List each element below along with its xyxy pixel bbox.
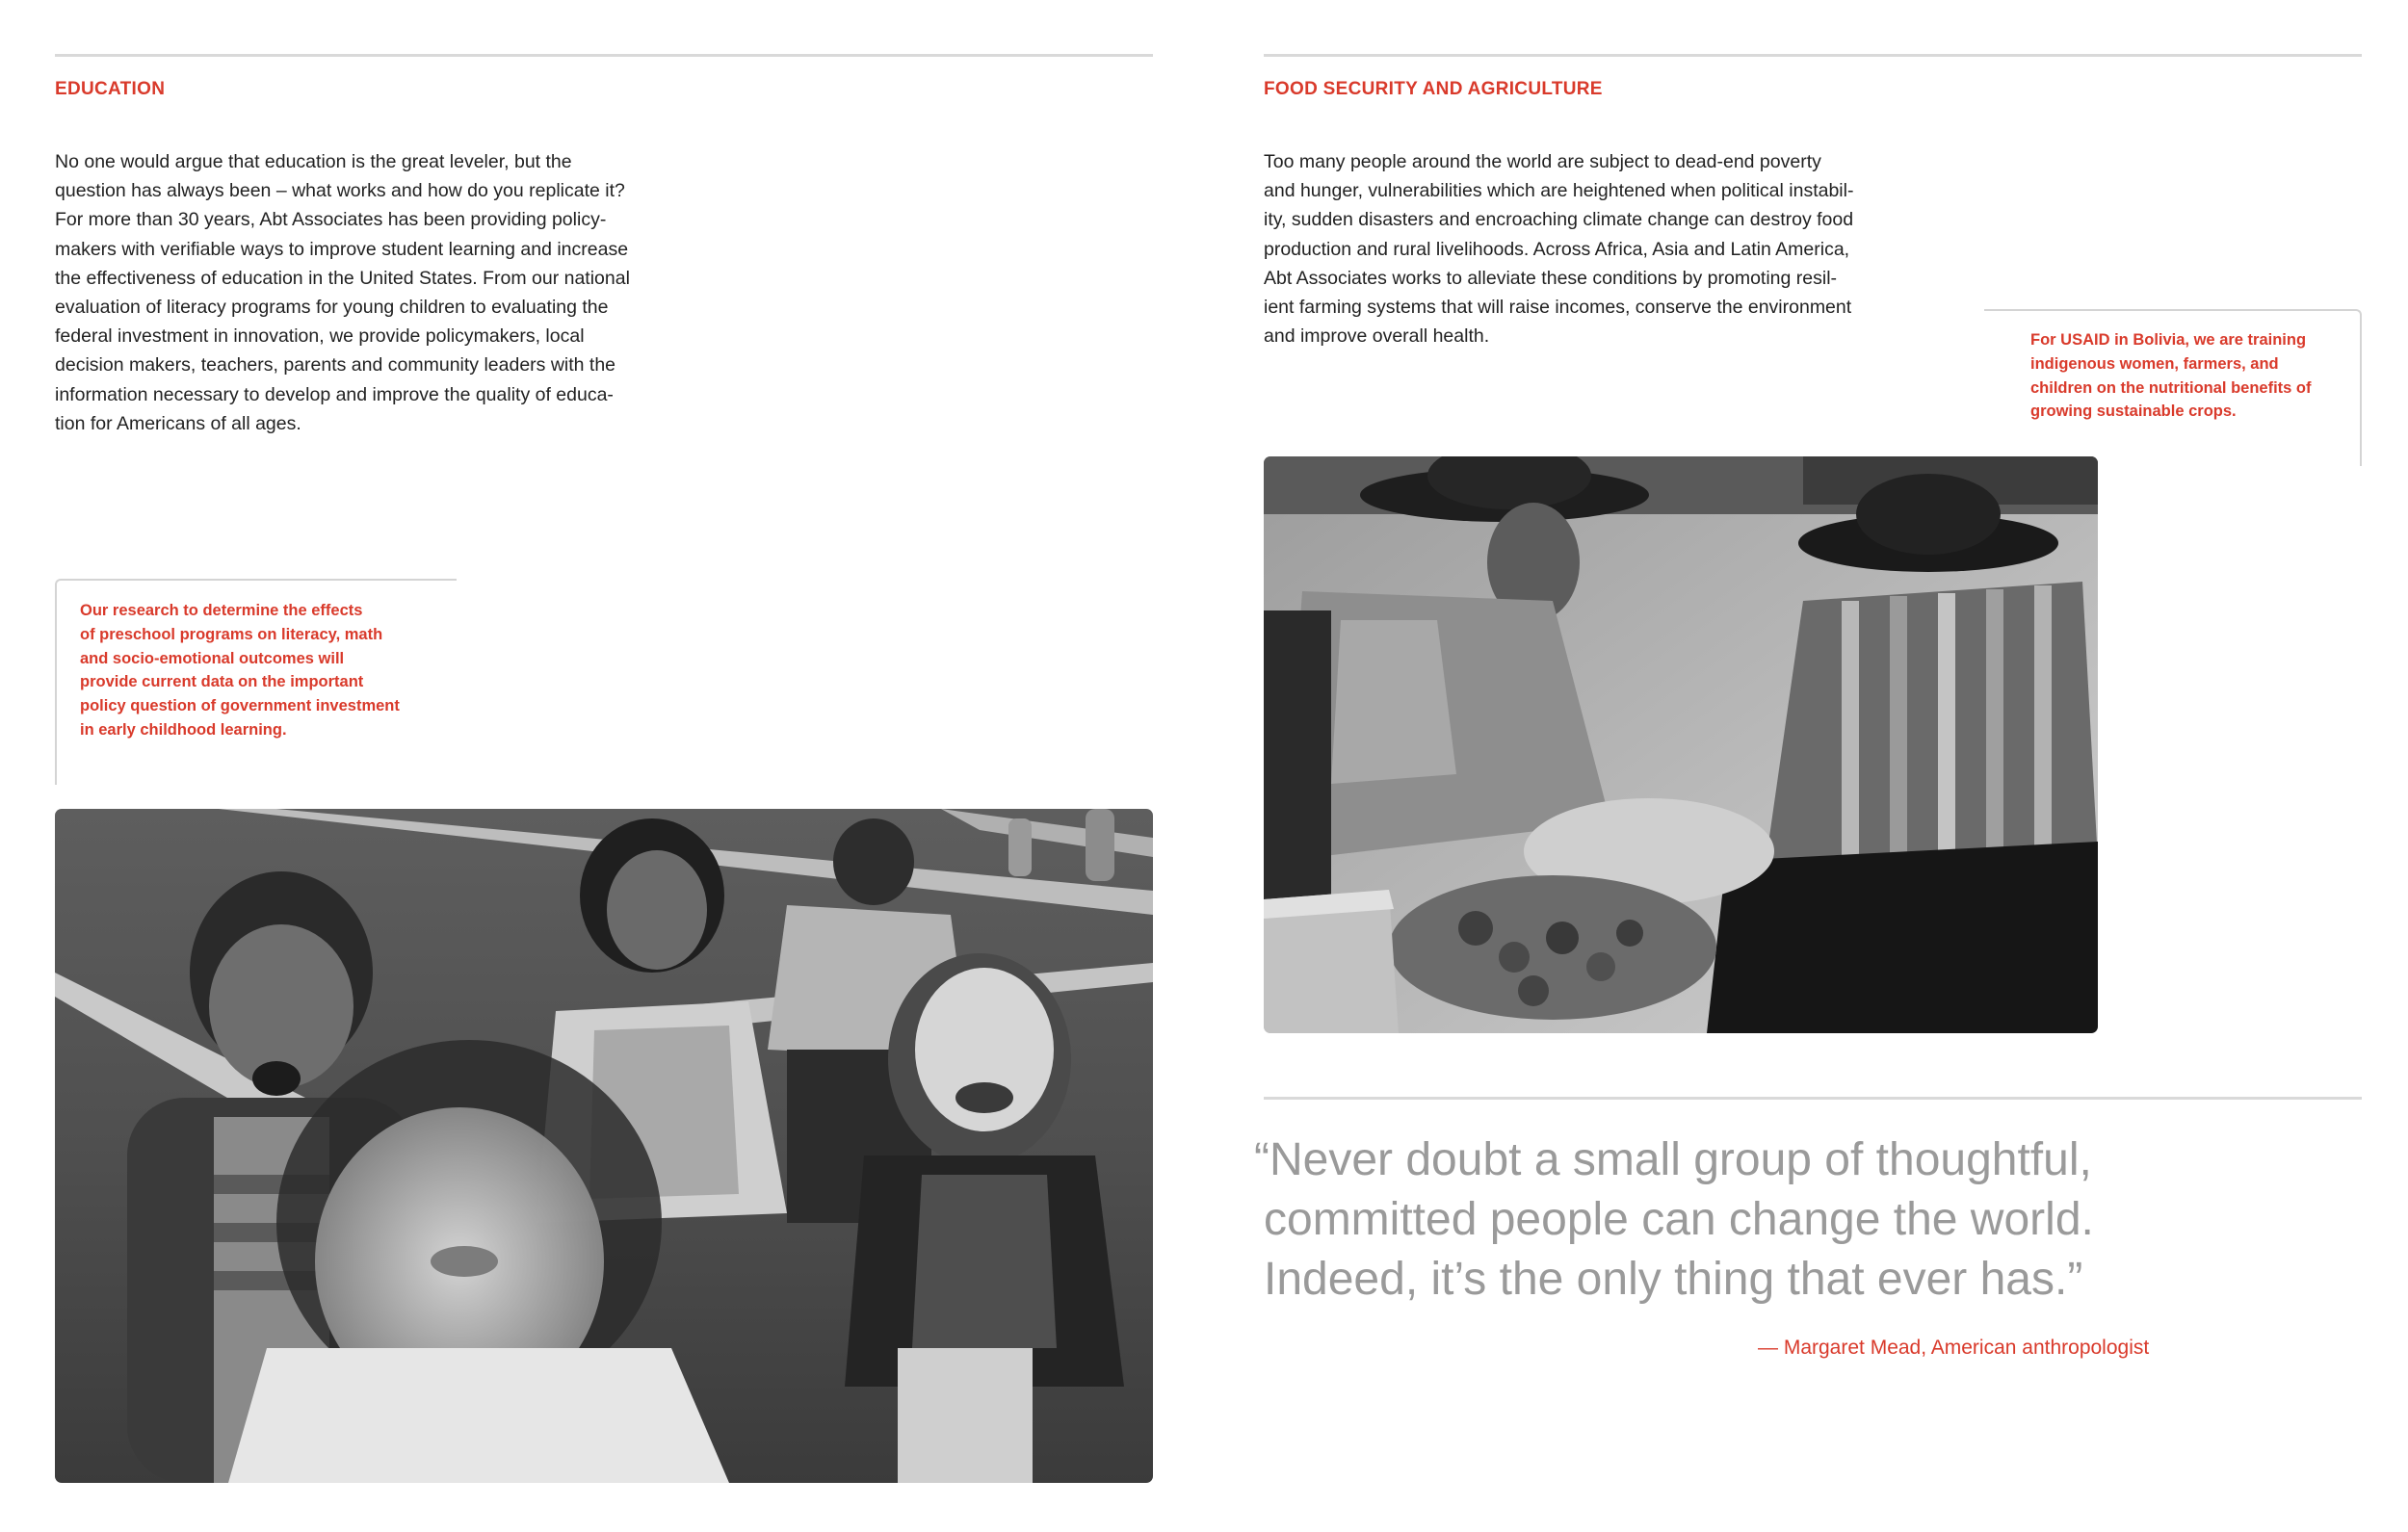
food-body-line: and improve overall health. — [1264, 325, 1490, 348]
margaret-mead-quote — [1254, 1130, 2094, 1310]
food-security-callout — [1984, 309, 2362, 466]
food-security-heading: FOOD SECURITY AND AGRICULTURE — [1264, 79, 1603, 99]
education-body-line: No one would argue that education is the great leveler, but the — [55, 151, 572, 172]
market-photo-art — [1264, 456, 2098, 1033]
left-top-rule — [55, 54, 1153, 57]
education-body-line: question has always been – what works and how do you replicate it? — [55, 180, 625, 202]
market-women-photo — [1264, 456, 2098, 1033]
education-body-line: makers with verifiable ways to improve student learning and increase — [55, 238, 629, 260]
education-callout-line: in early childhood learning. — [80, 720, 287, 739]
education-callout-line: of preschool programs on literacy, math — [80, 625, 383, 643]
children-photo-art — [55, 809, 1153, 1483]
education-body-line: information necessary to develop and improve the quality of educa- — [55, 383, 614, 405]
education-body — [55, 147, 729, 438]
education-callout-line: Our research to determine the effects — [80, 602, 363, 619]
education-callout-line: policy question of government investment — [80, 697, 400, 715]
food-callout-line: indigenous women, farmers, and — [2030, 354, 2279, 373]
food-body-line: production and rural livelihoods. Across Africa, Asia and Latin America, — [1264, 238, 1850, 260]
food-body-line: Abt Associates works to alleviate these conditions by promoting resil- — [1264, 267, 1838, 289]
food-body-line: ient farming systems that will raise incomes, conserve the environment — [1264, 297, 1852, 319]
education-body-line: the effectiveness of education in the United States. From our national — [55, 267, 630, 289]
children-running-photo — [55, 809, 1153, 1483]
education-callout-line: and socio-emotional outcomes will — [80, 649, 345, 667]
quote-attribution: — Margaret Mead, American anthropologist — [1758, 1337, 2150, 1359]
food-security-body — [1264, 147, 1938, 351]
education-body-line: tion for Americans of all ages. — [55, 412, 301, 434]
food-body-line: and hunger, vulnerabilities which are heightened when political instabil- — [1264, 180, 1854, 202]
education-heading: EDUCATION — [55, 79, 166, 99]
right-top-rule — [1264, 54, 2362, 57]
education-callout — [55, 579, 457, 785]
food-callout-line: growing sustainable crops. — [2030, 402, 2237, 421]
quote-line: “Never doubt a small group of thoughtful, — [1254, 1134, 2092, 1185]
food-body-line: ity, sudden disasters and encroaching climate change can destroy food — [1264, 209, 1854, 231]
food-callout-line: For USAID in Bolivia, we are training — [2030, 331, 2307, 349]
food-callout-line: children on the nutritional benefits of — [2030, 378, 2312, 397]
quote-divider — [1264, 1097, 2362, 1100]
education-callout-line: provide current data on the important — [80, 673, 364, 691]
education-body-line: For more than 30 years, Abt Associates has been providing policy- — [55, 209, 607, 231]
food-body-line: Too many people around the world are subject to dead-end poverty — [1264, 151, 1821, 172]
education-body-line: federal investment in innovation, we provide policymakers, local — [55, 325, 585, 348]
education-body-line: evaluation of literacy programs for young children to evaluating the — [55, 297, 609, 319]
quote-line: Indeed, it’s the only thing that ever has.” — [1264, 1254, 2083, 1305]
quote-line: committed people can change the world. — [1264, 1194, 2094, 1245]
education-body-line: decision makers, teachers, parents and community leaders with the — [55, 354, 616, 377]
